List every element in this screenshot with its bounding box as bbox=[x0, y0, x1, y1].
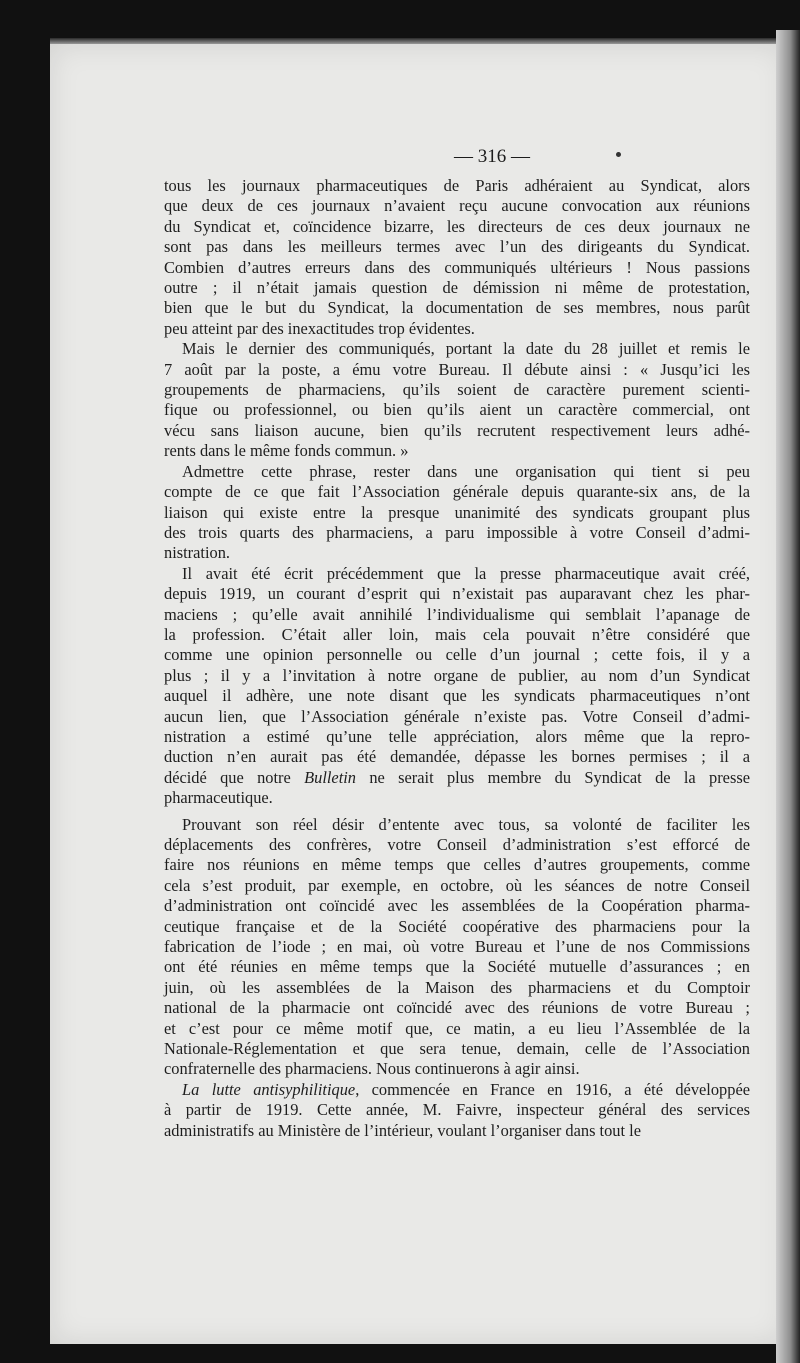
text-line: fique ou professionnel, ou bien qu’ils aient un caractère commercial, ont bbox=[164, 400, 750, 420]
text-line: juin, où les assemblées de la Maison des pharmaciens et du Comptoir bbox=[164, 977, 750, 997]
text-line: rents dans le même fonds commun. » bbox=[164, 441, 409, 461]
body-text bbox=[164, 176, 750, 1141]
text-line: nistration. bbox=[164, 543, 231, 563]
text-line: depuis 1919, un courant d’esprit qui n’existait pas auparavant chez les phar- bbox=[164, 584, 750, 604]
ink-speck bbox=[616, 152, 621, 157]
text-line: déplacements des confrères, votre Conseil d’administration s’est efforcé de bbox=[164, 835, 750, 854]
text-line: faire nos réunions en même temps que celles d’autres groupements, comme bbox=[164, 855, 750, 875]
text-line: nistration a estimé qu’une telle appréciation, alors même que la repro- bbox=[164, 726, 750, 746]
text-line: groupements de pharmaciens, qu’ils soient de caractère purement scienti- bbox=[164, 380, 750, 400]
text-line: Mais le dernier des communiqués, portant la date du 28 juillet et remis le bbox=[182, 339, 750, 359]
paragraph-p2 bbox=[164, 339, 750, 461]
text-line: pharmaceutique. bbox=[164, 788, 273, 808]
text-line: que deux de ces journaux n’avaient reçu aucune convocation aux réunions bbox=[164, 196, 750, 216]
text-line: aucun lien, que l’Association générale n’existe pas. Votre Conseil d’admi- bbox=[164, 706, 750, 726]
text-line: Admettre cette phrase, rester dans une organisation qui tient si peu bbox=[182, 461, 750, 481]
text-line: bien que le but du Syndicat, la documentation de ses membres, nous parût bbox=[164, 298, 750, 318]
paragraph-p5 bbox=[164, 815, 750, 1080]
text-line: duction n’en aurait pas été demandée, dépasse les bornes permises ; il a bbox=[164, 747, 750, 767]
text-line: compte de ce que fait l’Association générale depuis quarante-six ans, de la bbox=[164, 482, 750, 502]
text-line: fabrication de l’iode ; en mai, où votre Bureau et l’une de nos Commissions bbox=[164, 937, 750, 957]
text-line: outre ; il n’était jamais question de démission ni même de protestation, bbox=[164, 278, 750, 298]
text-line: cela s’est produit, par exemple, en octobre, où les séances de notre Conseil bbox=[164, 875, 750, 895]
text-line: La lutte antisyphilitique, commencée en France en 1916, a été développée bbox=[182, 1079, 750, 1099]
text-line: décidé que notre Bulletin ne serait plus membre du Syndicat de la presse bbox=[164, 767, 750, 787]
text-line: auquel il adhère, une note disant que les syndicats pharmaceutiques n’ont bbox=[164, 686, 750, 706]
text-line: Il avait été écrit précédemment que la presse pharmaceutique avait créé, bbox=[182, 563, 750, 583]
text-line: vécu sans liaison aucune, bien qu’ils recrutent respectivement leurs adhé- bbox=[164, 420, 750, 440]
paragraph-p4 bbox=[164, 564, 750, 809]
text-line: peu atteint par des inexactitudes trop évidentes. bbox=[164, 318, 475, 338]
text-line: Combien d’autres erreurs dans des communiqués ultérieurs ! Nous passions bbox=[164, 257, 750, 277]
text-line: d’administration ont coïncidé avec les assemblées de la Coopération pharma- bbox=[164, 896, 750, 916]
text-line: liaison qui existe entre la presque unanimité des syndicats groupant plus bbox=[164, 502, 750, 522]
text-line: et c’est pour ce même motif que, ce matin, a eu lieu l’Assemblée de la bbox=[164, 1018, 750, 1038]
text-line: tous les journaux pharmaceutiques de Paris adhéraient au Syndicat, alors bbox=[164, 176, 750, 195]
text-line: comme une opinion personnelle ou celle d’un journal ; cette fois, il y a bbox=[164, 645, 750, 665]
text-line: confraternelle des pharmaciens. Nous continuerons à agir ainsi. bbox=[164, 1059, 580, 1079]
paragraph-p1 bbox=[164, 176, 750, 339]
page-number: — 316 — bbox=[454, 146, 530, 167]
paragraph-p3 bbox=[164, 462, 750, 564]
text-line: du Syndicat et, coïncidence bizarre, les directeurs de ces deux journaux ne bbox=[164, 216, 750, 236]
text-line: ont été réunies en même temps que la Société mutuelle d’assurances ; en bbox=[164, 957, 750, 977]
text-line: des trois quarts des pharmaciens, a paru impossible à votre Conseil d’admi- bbox=[164, 522, 750, 542]
text-line: sont pas dans les meilleurs termes avec l’un des dirigeants du Syndicat. bbox=[164, 237, 750, 257]
text-line: Prouvant son réel désir d’entente avec tous, sa volonté de faciliter les bbox=[182, 814, 750, 834]
text-line: ceutique française et de la Société coopérative des pharmaciens pour la bbox=[164, 916, 750, 936]
text-line: 7 août par la poste, a ému votre Bureau. Il débute ainsi : « Jusqu’ici les bbox=[164, 359, 750, 379]
text-line: administratifs au Ministère de l’intérieur, voulant l’organiser dans tout le bbox=[164, 1120, 641, 1140]
text-line: Nationale-Réglementation et que sera tenue, demain, celle de l’Association bbox=[164, 1039, 750, 1059]
text-line: la profession. C’était aller loin, mais cela pouvait n’être considéré que bbox=[164, 624, 750, 644]
paragraph-p6 bbox=[164, 1080, 750, 1141]
text-line: maciens ; qu’elle avait annihilé l’individualisme qui semblait l’apanage de bbox=[164, 604, 750, 624]
page-right-edge bbox=[776, 30, 800, 1363]
text-line: à partir de 1919. Cette année, M. Faivre, inspecteur général des services bbox=[164, 1100, 750, 1120]
text-line: plus ; il y a l’invitation à notre organe de publier, au nom d’un Syndicat bbox=[164, 665, 750, 685]
text-line: national de la pharmacie ont coïncidé avec des réunions de votre Bureau ; bbox=[164, 998, 750, 1018]
